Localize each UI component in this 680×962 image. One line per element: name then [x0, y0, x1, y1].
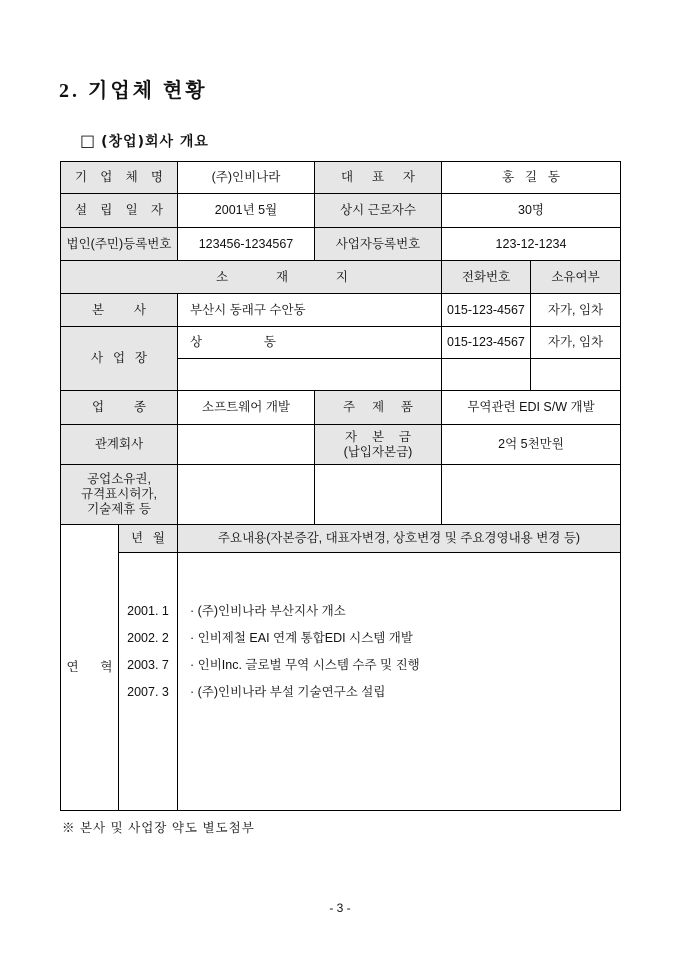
page-number: - 3 - [329, 901, 351, 915]
history-label-cell [61, 525, 119, 811]
employees-cell [442, 194, 621, 228]
section-title: 2. 기업체 현황 [59, 80, 208, 102]
product-label: 주 제 품 [343, 400, 413, 415]
history-date-header: 년 월 [131, 531, 165, 546]
row-company-name [61, 162, 621, 194]
ip-label-line-2: 규격표시허가, [81, 487, 157, 501]
row-history-header [61, 525, 621, 553]
company-name-label: 기 업 체 명 [75, 170, 163, 185]
workplace-extra-ownership-cell [531, 359, 621, 391]
capital-label-line-1: 자 본 금 [345, 429, 411, 444]
head-office-label-cell [61, 294, 178, 327]
history-content: · 인비Inc. 글로벌 무역 시스템 수주 및 진행 [190, 658, 420, 672]
phone-header-cell [442, 261, 531, 294]
workplace-label-cell [61, 327, 178, 391]
affiliate-label-cell [61, 425, 178, 465]
history-date: 2007. 3 [127, 685, 169, 699]
product-label-cell [315, 391, 442, 425]
founded-label-cell [61, 194, 178, 228]
workplace-extra-phone-cell [442, 359, 531, 391]
ceo-label: 대 표 자 [341, 170, 415, 185]
company-name-cell [178, 162, 315, 194]
founded-label: 설 립 일 자 [75, 203, 163, 218]
row-history-entries [61, 553, 621, 811]
head-office-label: 본 사 [92, 302, 146, 317]
founded-value: 2001년 5월 [214, 203, 278, 217]
employees-label-cell [315, 194, 442, 228]
history-date: 2002. 2 [127, 631, 169, 645]
ip-value-cell-2 [315, 465, 442, 525]
history-date: 2001. 1 [127, 604, 169, 618]
corp-reg-label-cell [61, 228, 178, 261]
row-industry [61, 391, 621, 425]
head-office-address: 부산시 동래구 수안동 [190, 302, 306, 317]
industry-label-cell [61, 391, 178, 425]
affiliate-label: 관계회사 [94, 437, 144, 451]
subsection-title-text: (창업)회사 개요 [101, 134, 209, 150]
capital-value: 2억 5천만원 [498, 437, 564, 451]
history-date: 2003. 7 [127, 658, 169, 672]
biz-reg-value: 123-12-1234 [495, 236, 567, 251]
workplace-ownership: 자가, 임차 [547, 335, 604, 349]
row-founded [61, 194, 621, 228]
affiliate-cell [178, 425, 315, 465]
employees-label: 상시 근로자수 [340, 203, 416, 217]
square-bullet-icon: □ [80, 131, 96, 150]
row-ip [61, 465, 621, 525]
company-name-label-cell [61, 162, 178, 194]
head-office-address-cell [178, 294, 442, 327]
ip-label-cell [61, 465, 178, 525]
head-office-ownership-cell [531, 294, 621, 327]
ip-value-cell-1 [178, 465, 315, 525]
footnote: ※ 본사 및 사업장 약도 별도첨부 [62, 821, 255, 835]
head-office-phone: 015-123-4567 [447, 302, 525, 317]
history-content: · (주)인비나라 부산지사 개소 [190, 604, 346, 618]
founded-cell [178, 194, 315, 228]
history-content-header: 주요내용(자본증감, 대표자변경, 상호변경 및 주요경영내용 변경 등) [217, 531, 581, 545]
ceo-value: 홍 길 동 [502, 170, 560, 185]
subsection-title [80, 131, 209, 152]
workplace-address: 상 동 [190, 335, 276, 350]
biz-reg-label-cell [315, 228, 442, 261]
capital-label-cell [315, 425, 442, 465]
company-name-value: (주)인비나라 [211, 170, 281, 184]
ownership-header-cell [531, 261, 621, 294]
industry-value: 소프트웨어 개발 [202, 400, 290, 414]
industry-cell [178, 391, 315, 425]
ip-label-line-3: 기술제휴 등 [87, 502, 151, 516]
capital-label-line-2: (납입자본금) [343, 444, 413, 459]
corp-reg-label: 법인(주민)등록번호 [66, 236, 172, 251]
phone-header: 전화번호 [461, 269, 511, 284]
corp-reg-cell [178, 228, 315, 261]
history-dates-cell [119, 553, 178, 811]
head-office-ownership: 자가, 임차 [547, 302, 604, 317]
ownership-header: 소유여부 [551, 269, 600, 284]
workplace-extra-address-cell [178, 359, 442, 391]
workplace-label: 사 업 장 [91, 351, 147, 366]
row-head-office [61, 294, 621, 327]
capital-cell [442, 425, 621, 465]
history-content: · 인비제철 EAI 연계 통합EDI 시스템 개발 [190, 631, 413, 645]
ceo-cell [442, 162, 621, 194]
company-overview-table [60, 161, 621, 811]
corp-reg-value: 123456-1234567 [198, 236, 294, 251]
ip-value-cell-3 [442, 465, 621, 525]
row-location-header [61, 261, 621, 294]
location-header-cell [61, 261, 442, 294]
row-workplace [61, 327, 621, 359]
history-contents-cell [178, 553, 621, 811]
workplace-ownership-cell [531, 327, 621, 359]
row-capital [61, 425, 621, 465]
workplace-address-cell [178, 327, 442, 359]
biz-reg-cell [442, 228, 621, 261]
product-cell [442, 391, 621, 425]
head-office-phone-cell [442, 294, 531, 327]
employees-value: 30명 [518, 203, 544, 217]
history-date-header-cell [119, 525, 178, 553]
row-registration [61, 228, 621, 261]
industry-label: 업 종 [92, 400, 146, 415]
ip-label-line-1: 공업소유권, [87, 472, 151, 486]
product-value: 무역관련 EDI S/W 개발 [467, 400, 595, 414]
history-content-header-cell [178, 525, 621, 553]
location-header: 소 재 지 [216, 269, 348, 284]
workplace-phone: 015-123-4567 [447, 335, 525, 349]
biz-reg-label: 사업자등록번호 [335, 236, 421, 251]
history-content: · (주)인비나라 부설 기술연구소 설립 [190, 685, 386, 699]
history-label: 연 혁 [66, 660, 113, 675]
capital-label-line-1-wrap [319, 429, 437, 444]
ceo-label-cell [315, 162, 442, 194]
workplace-phone-cell [442, 327, 531, 359]
